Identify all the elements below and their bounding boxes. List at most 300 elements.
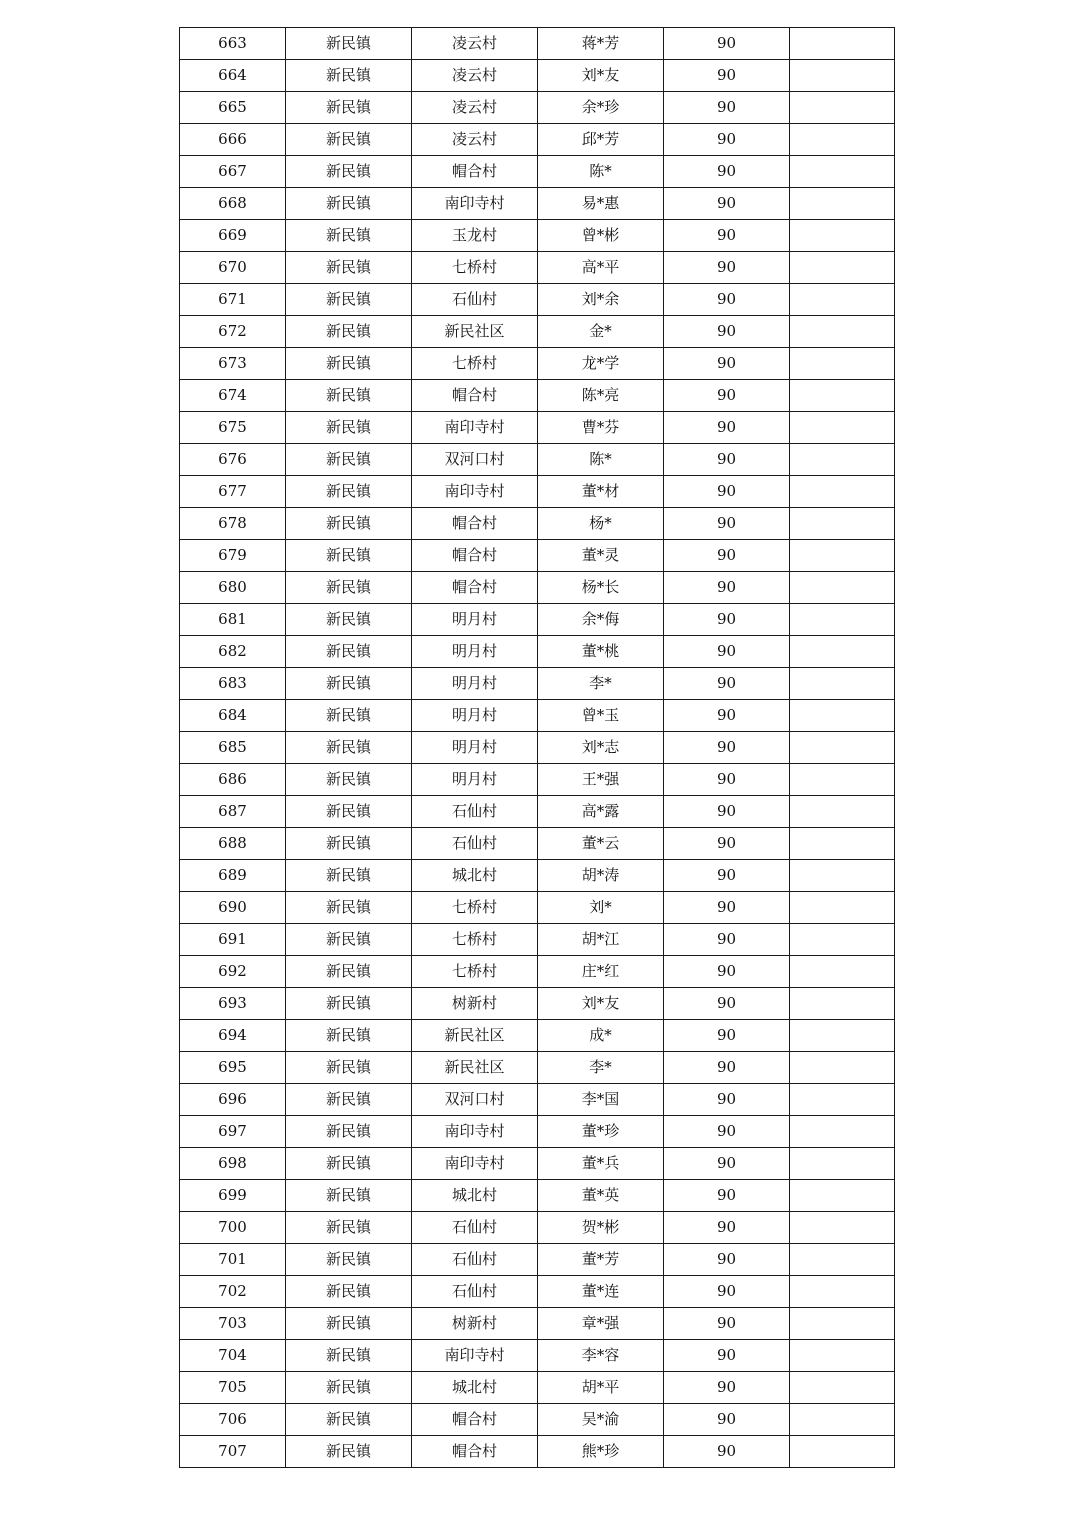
table-row	[180, 220, 895, 252]
score-cell: 90	[664, 92, 790, 124]
village-cell: 帽合村	[412, 572, 538, 604]
town-cell: 新民镇	[286, 1340, 412, 1372]
note-cell	[790, 1308, 895, 1340]
score-cell: 90	[664, 1308, 790, 1340]
village-cell: 石仙村	[412, 1212, 538, 1244]
note-cell	[790, 828, 895, 860]
table-row	[180, 476, 895, 508]
row-number-cell: 699	[180, 1180, 286, 1212]
table-row	[180, 860, 895, 892]
row-number-cell: 693	[180, 988, 286, 1020]
score-cell: 90	[664, 892, 790, 924]
town-cell: 新民镇	[286, 796, 412, 828]
name-cell: 董*珍	[538, 1116, 664, 1148]
note-cell	[790, 1212, 895, 1244]
note-cell	[790, 988, 895, 1020]
score-cell: 90	[664, 508, 790, 540]
name-cell: 董*连	[538, 1276, 664, 1308]
village-cell: 双河口村	[412, 444, 538, 476]
table-row	[180, 156, 895, 188]
name-cell: 蒋*芳	[538, 28, 664, 60]
village-cell: 石仙村	[412, 796, 538, 828]
table-row	[180, 380, 895, 412]
name-cell: 高*露	[538, 796, 664, 828]
name-cell: 刘*友	[538, 60, 664, 92]
note-cell	[790, 668, 895, 700]
name-cell: 胡*平	[538, 1372, 664, 1404]
village-cell: 凌云村	[412, 28, 538, 60]
village-cell: 南印寺村	[412, 1116, 538, 1148]
village-cell: 帽合村	[412, 156, 538, 188]
score-cell: 90	[664, 1052, 790, 1084]
name-cell: 龙*学	[538, 348, 664, 380]
table-row	[180, 1116, 895, 1148]
score-cell: 90	[664, 1212, 790, 1244]
note-cell	[790, 1084, 895, 1116]
score-cell: 90	[664, 796, 790, 828]
table-row	[180, 444, 895, 476]
name-cell: 高*平	[538, 252, 664, 284]
name-cell: 庄*红	[538, 956, 664, 988]
village-cell: 树新村	[412, 988, 538, 1020]
town-cell: 新民镇	[286, 92, 412, 124]
town-cell: 新民镇	[286, 636, 412, 668]
row-number-cell: 706	[180, 1404, 286, 1436]
village-cell: 凌云村	[412, 92, 538, 124]
row-number-cell: 667	[180, 156, 286, 188]
name-cell: 章*强	[538, 1308, 664, 1340]
row-number-cell: 702	[180, 1276, 286, 1308]
name-cell: 董*灵	[538, 540, 664, 572]
score-cell: 90	[664, 476, 790, 508]
town-cell: 新民镇	[286, 28, 412, 60]
row-number-cell: 694	[180, 1020, 286, 1052]
score-cell: 90	[664, 60, 790, 92]
score-cell: 90	[664, 924, 790, 956]
table-row	[180, 572, 895, 604]
note-cell	[790, 860, 895, 892]
table-row	[180, 1020, 895, 1052]
note-cell	[790, 1276, 895, 1308]
name-cell: 余*珍	[538, 92, 664, 124]
village-cell: 明月村	[412, 636, 538, 668]
score-cell: 90	[664, 956, 790, 988]
row-number-cell: 678	[180, 508, 286, 540]
town-cell: 新民镇	[286, 220, 412, 252]
town-cell: 新民镇	[286, 1308, 412, 1340]
village-cell: 新民社区	[412, 316, 538, 348]
score-cell: 90	[664, 252, 790, 284]
table-row	[180, 700, 895, 732]
note-cell	[790, 732, 895, 764]
town-cell: 新民镇	[286, 156, 412, 188]
score-cell: 90	[664, 988, 790, 1020]
note-cell	[790, 1148, 895, 1180]
town-cell: 新民镇	[286, 540, 412, 572]
town-cell: 新民镇	[286, 764, 412, 796]
village-cell: 城北村	[412, 1180, 538, 1212]
table-row	[180, 924, 895, 956]
table-row	[180, 28, 895, 60]
table-row	[180, 1436, 895, 1468]
score-cell: 90	[664, 1436, 790, 1468]
table-row	[180, 636, 895, 668]
village-cell: 凌云村	[412, 124, 538, 156]
note-cell	[790, 188, 895, 220]
table-row	[180, 1340, 895, 1372]
score-cell: 90	[664, 1084, 790, 1116]
name-cell: 董*英	[538, 1180, 664, 1212]
name-cell: 吴*渝	[538, 1404, 664, 1436]
name-cell: 金*	[538, 316, 664, 348]
score-cell: 90	[664, 1148, 790, 1180]
row-number-cell: 700	[180, 1212, 286, 1244]
town-cell: 新民镇	[286, 188, 412, 220]
note-cell	[790, 124, 895, 156]
village-cell: 南印寺村	[412, 1148, 538, 1180]
name-cell: 刘*	[538, 892, 664, 924]
town-cell: 新民镇	[286, 604, 412, 636]
score-cell: 90	[664, 156, 790, 188]
village-cell: 七桥村	[412, 348, 538, 380]
score-cell: 90	[664, 636, 790, 668]
row-number-cell: 669	[180, 220, 286, 252]
town-cell: 新民镇	[286, 284, 412, 316]
name-cell: 董*桃	[538, 636, 664, 668]
town-cell: 新民镇	[286, 444, 412, 476]
row-number-cell: 674	[180, 380, 286, 412]
table-row	[180, 92, 895, 124]
table-row	[180, 1212, 895, 1244]
row-number-cell: 671	[180, 284, 286, 316]
score-cell: 90	[664, 604, 790, 636]
score-cell: 90	[664, 316, 790, 348]
note-cell	[790, 284, 895, 316]
village-cell: 石仙村	[412, 828, 538, 860]
table-row	[180, 764, 895, 796]
town-cell: 新民镇	[286, 1180, 412, 1212]
score-cell: 90	[664, 1340, 790, 1372]
town-cell: 新民镇	[286, 988, 412, 1020]
score-cell: 90	[664, 124, 790, 156]
town-cell: 新民镇	[286, 1276, 412, 1308]
row-number-cell: 680	[180, 572, 286, 604]
row-number-cell: 704	[180, 1340, 286, 1372]
table-row	[180, 828, 895, 860]
name-cell: 李*	[538, 1052, 664, 1084]
town-cell: 新民镇	[286, 1244, 412, 1276]
table-row	[180, 508, 895, 540]
score-cell: 90	[664, 572, 790, 604]
table-row	[180, 1244, 895, 1276]
name-cell: 陈*	[538, 444, 664, 476]
row-number-cell: 673	[180, 348, 286, 380]
table-row	[180, 1308, 895, 1340]
village-cell: 树新村	[412, 1308, 538, 1340]
score-cell: 90	[664, 1372, 790, 1404]
name-cell: 董*兵	[538, 1148, 664, 1180]
name-cell: 易*惠	[538, 188, 664, 220]
score-cell: 90	[664, 828, 790, 860]
score-cell: 90	[664, 444, 790, 476]
name-cell: 李*	[538, 668, 664, 700]
name-cell: 杨*	[538, 508, 664, 540]
note-cell	[790, 380, 895, 412]
town-cell: 新民镇	[286, 732, 412, 764]
table-row	[180, 412, 895, 444]
row-number-cell: 696	[180, 1084, 286, 1116]
note-cell	[790, 1052, 895, 1084]
village-cell: 明月村	[412, 764, 538, 796]
table-row	[180, 1276, 895, 1308]
name-cell: 熊*珍	[538, 1436, 664, 1468]
town-cell: 新民镇	[286, 572, 412, 604]
row-number-cell: 692	[180, 956, 286, 988]
town-cell: 新民镇	[286, 924, 412, 956]
score-cell: 90	[664, 1116, 790, 1148]
score-cell: 90	[664, 1020, 790, 1052]
score-cell: 90	[664, 1244, 790, 1276]
note-cell	[790, 316, 895, 348]
note-cell	[790, 1404, 895, 1436]
score-cell: 90	[664, 540, 790, 572]
note-cell	[790, 796, 895, 828]
table-row	[180, 316, 895, 348]
score-cell: 90	[664, 348, 790, 380]
note-cell	[790, 636, 895, 668]
row-number-cell: 703	[180, 1308, 286, 1340]
note-cell	[790, 1244, 895, 1276]
row-number-cell: 685	[180, 732, 286, 764]
village-cell: 石仙村	[412, 284, 538, 316]
note-cell	[790, 700, 895, 732]
note-cell	[790, 156, 895, 188]
note-cell	[790, 924, 895, 956]
row-number-cell: 686	[180, 764, 286, 796]
row-number-cell: 690	[180, 892, 286, 924]
town-cell: 新民镇	[286, 508, 412, 540]
village-cell: 明月村	[412, 668, 538, 700]
name-cell: 余*侮	[538, 604, 664, 636]
score-cell: 90	[664, 732, 790, 764]
name-cell: 董*云	[538, 828, 664, 860]
row-number-cell: 701	[180, 1244, 286, 1276]
town-cell: 新民镇	[286, 1084, 412, 1116]
name-cell: 刘*志	[538, 732, 664, 764]
score-cell: 90	[664, 860, 790, 892]
table-row	[180, 956, 895, 988]
note-cell	[790, 540, 895, 572]
village-cell: 城北村	[412, 1372, 538, 1404]
village-cell: 城北村	[412, 860, 538, 892]
table-body	[180, 28, 895, 1468]
row-number-cell: 672	[180, 316, 286, 348]
score-cell: 90	[664, 188, 790, 220]
note-cell	[790, 604, 895, 636]
note-cell	[790, 1180, 895, 1212]
score-cell: 90	[664, 1404, 790, 1436]
town-cell: 新民镇	[286, 252, 412, 284]
table-row	[180, 604, 895, 636]
note-cell	[790, 412, 895, 444]
row-number-cell: 670	[180, 252, 286, 284]
town-cell: 新民镇	[286, 1404, 412, 1436]
row-number-cell: 695	[180, 1052, 286, 1084]
table-row	[180, 796, 895, 828]
note-cell	[790, 444, 895, 476]
town-cell: 新民镇	[286, 956, 412, 988]
note-cell	[790, 220, 895, 252]
table-row	[180, 540, 895, 572]
town-cell: 新民镇	[286, 380, 412, 412]
row-number-cell: 681	[180, 604, 286, 636]
table-row	[180, 1180, 895, 1212]
town-cell: 新民镇	[286, 860, 412, 892]
town-cell: 新民镇	[286, 1372, 412, 1404]
row-number-cell: 683	[180, 668, 286, 700]
village-cell: 帽合村	[412, 540, 538, 572]
table-row	[180, 1372, 895, 1404]
village-cell: 玉龙村	[412, 220, 538, 252]
town-cell: 新民镇	[286, 668, 412, 700]
note-cell	[790, 956, 895, 988]
note-cell	[790, 508, 895, 540]
row-number-cell: 697	[180, 1116, 286, 1148]
village-cell: 明月村	[412, 604, 538, 636]
score-cell: 90	[664, 28, 790, 60]
town-cell: 新民镇	[286, 412, 412, 444]
town-cell: 新民镇	[286, 1020, 412, 1052]
row-number-cell: 675	[180, 412, 286, 444]
village-cell: 南印寺村	[412, 412, 538, 444]
score-cell: 90	[664, 220, 790, 252]
row-number-cell: 663	[180, 28, 286, 60]
row-number-cell: 707	[180, 1436, 286, 1468]
note-cell	[790, 28, 895, 60]
score-cell: 90	[664, 1276, 790, 1308]
note-cell	[790, 892, 895, 924]
village-cell: 双河口村	[412, 1084, 538, 1116]
town-cell: 新民镇	[286, 892, 412, 924]
town-cell: 新民镇	[286, 316, 412, 348]
village-cell: 帽合村	[412, 1436, 538, 1468]
row-number-cell: 688	[180, 828, 286, 860]
village-cell: 帽合村	[412, 380, 538, 412]
name-cell: 刘*余	[538, 284, 664, 316]
name-cell: 刘*友	[538, 988, 664, 1020]
village-cell: 石仙村	[412, 1276, 538, 1308]
village-cell: 石仙村	[412, 1244, 538, 1276]
score-cell: 90	[664, 284, 790, 316]
score-cell: 90	[664, 668, 790, 700]
table-row	[180, 892, 895, 924]
note-cell	[790, 1020, 895, 1052]
name-cell: 王*强	[538, 764, 664, 796]
village-cell: 南印寺村	[412, 476, 538, 508]
table-row	[180, 188, 895, 220]
town-cell: 新民镇	[286, 60, 412, 92]
village-cell: 明月村	[412, 732, 538, 764]
name-cell: 李*国	[538, 1084, 664, 1116]
town-cell: 新民镇	[286, 348, 412, 380]
score-cell: 90	[664, 380, 790, 412]
row-number-cell: 664	[180, 60, 286, 92]
name-cell: 贺*彬	[538, 1212, 664, 1244]
village-cell: 凌云村	[412, 60, 538, 92]
row-number-cell: 687	[180, 796, 286, 828]
town-cell: 新民镇	[286, 124, 412, 156]
note-cell	[790, 764, 895, 796]
score-cell: 90	[664, 700, 790, 732]
row-number-cell: 677	[180, 476, 286, 508]
village-cell: 七桥村	[412, 892, 538, 924]
score-cell: 90	[664, 1180, 790, 1212]
note-cell	[790, 572, 895, 604]
town-cell: 新民镇	[286, 700, 412, 732]
note-cell	[790, 1340, 895, 1372]
name-cell: 董*芳	[538, 1244, 664, 1276]
table-row	[180, 348, 895, 380]
row-number-cell: 665	[180, 92, 286, 124]
table-row	[180, 1052, 895, 1084]
table-row	[180, 124, 895, 156]
name-cell: 曾*玉	[538, 700, 664, 732]
row-number-cell: 689	[180, 860, 286, 892]
table-row	[180, 252, 895, 284]
name-cell: 李*容	[538, 1340, 664, 1372]
note-cell	[790, 60, 895, 92]
name-cell: 董*材	[538, 476, 664, 508]
score-cell: 90	[664, 764, 790, 796]
table-row	[180, 284, 895, 316]
name-cell: 杨*长	[538, 572, 664, 604]
name-cell: 胡*涛	[538, 860, 664, 892]
name-cell: 曾*彬	[538, 220, 664, 252]
data-table	[179, 27, 895, 1468]
village-cell: 南印寺村	[412, 1340, 538, 1372]
name-cell: 成*	[538, 1020, 664, 1052]
town-cell: 新民镇	[286, 1212, 412, 1244]
row-number-cell: 684	[180, 700, 286, 732]
note-cell	[790, 1116, 895, 1148]
name-cell: 陈*	[538, 156, 664, 188]
village-cell: 新民社区	[412, 1020, 538, 1052]
note-cell	[790, 348, 895, 380]
row-number-cell: 666	[180, 124, 286, 156]
row-number-cell: 682	[180, 636, 286, 668]
town-cell: 新民镇	[286, 1148, 412, 1180]
town-cell: 新民镇	[286, 476, 412, 508]
village-cell: 七桥村	[412, 252, 538, 284]
note-cell	[790, 476, 895, 508]
town-cell: 新民镇	[286, 828, 412, 860]
table-row	[180, 988, 895, 1020]
village-cell: 七桥村	[412, 924, 538, 956]
table-row	[180, 1148, 895, 1180]
name-cell: 胡*江	[538, 924, 664, 956]
village-cell: 帽合村	[412, 508, 538, 540]
row-number-cell: 679	[180, 540, 286, 572]
row-number-cell: 668	[180, 188, 286, 220]
row-number-cell: 698	[180, 1148, 286, 1180]
note-cell	[790, 1372, 895, 1404]
town-cell: 新民镇	[286, 1436, 412, 1468]
village-cell: 明月村	[412, 700, 538, 732]
village-cell: 南印寺村	[412, 188, 538, 220]
score-cell: 90	[664, 412, 790, 444]
row-number-cell: 705	[180, 1372, 286, 1404]
table-row	[180, 60, 895, 92]
